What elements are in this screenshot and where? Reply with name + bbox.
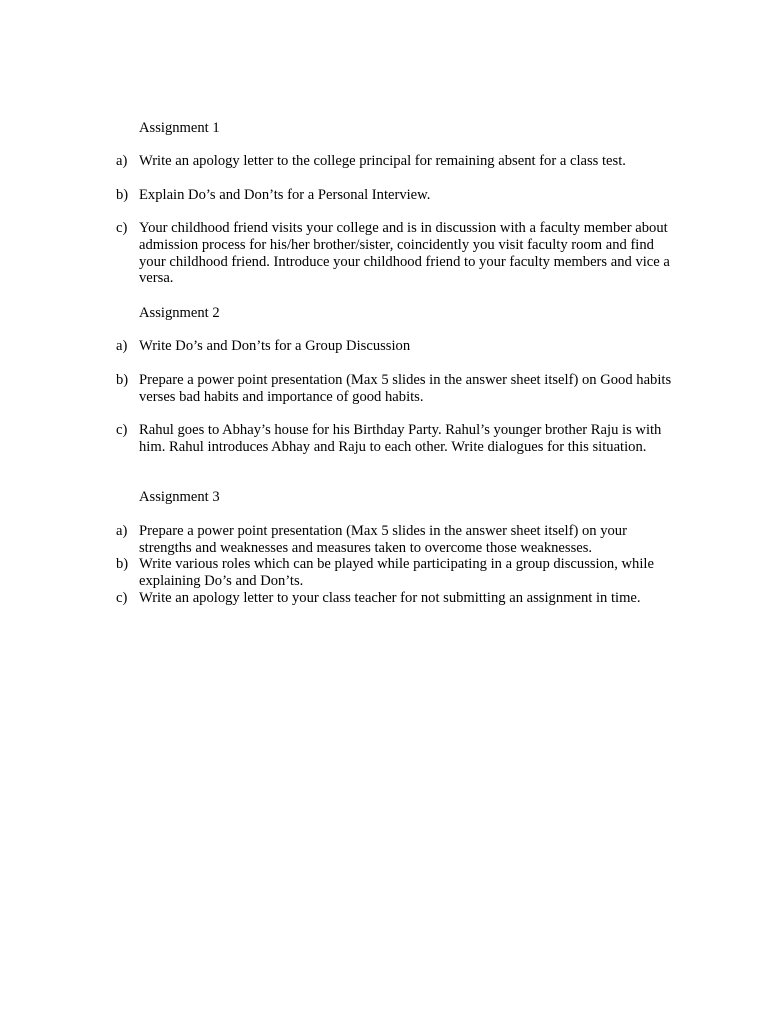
assignment-1-heading: Assignment 1: [139, 120, 220, 136]
assignment-1-item-a: [116, 153, 676, 170]
item-text: Write an apology letter to the college principal for remaining absent for a class test.: [139, 153, 626, 169]
assignment-2-item-b: [116, 372, 676, 406]
item-marker: b): [116, 556, 129, 572]
assignment-3-item-c: [116, 590, 676, 607]
item-text: Explain Do’s and Don’ts for a Personal Interview.: [139, 187, 431, 203]
item-text: Prepare a power point presentation (Max 5 slides in the answer sheet itself) on your strengths and weaknesses and measures taken to overcome those weaknesses.: [139, 523, 627, 556]
item-text: Prepare a power point presentation (Max 5 slides in the answer sheet itself) on Good habits verses bad habits and importance of good habits.: [139, 372, 672, 405]
item-text: Write an apology letter to your class teacher for not submitting an assignment in time.: [139, 590, 641, 606]
assignment-3-item-b: [116, 556, 676, 590]
assignment-2-item-c: [116, 422, 676, 456]
assignment-2-heading: Assignment 2: [139, 305, 220, 321]
item-marker: c): [116, 220, 128, 236]
item-text: Write Do’s and Don’ts for a Group Discussion: [139, 338, 411, 354]
item-marker: b): [116, 372, 129, 388]
item-text: Rahul goes to Abhay’s house for his Birthday Party. Rahul’s younger brother Raju is with him. Rahul introduces Abhay and Raju to each other. Write dialogues for this situation.: [139, 422, 662, 455]
assignment-1-item-c: [116, 220, 676, 287]
item-marker: b): [116, 187, 129, 203]
item-marker: a): [116, 523, 128, 539]
item-marker: a): [116, 338, 128, 354]
item-text: Write various roles which can be played while participating in a group discussion, while explaining Do’s and Don’ts.: [139, 556, 654, 589]
item-text: Your childhood friend visits your college and is in discussion with a faculty member about admission process for his/her brother/sister, coincidently you visit faculty room and find your childhood friend. Introduce your childhood friend to your faculty members and vice a versa.: [139, 220, 670, 287]
assignment-3-item-a: [116, 523, 676, 557]
assignment-1-item-b: [116, 187, 676, 204]
assignment-2-item-a: [116, 338, 676, 355]
item-marker: c): [116, 590, 128, 606]
assignment-3-heading: Assignment 3: [139, 489, 220, 505]
item-marker: a): [116, 153, 128, 169]
item-marker: c): [116, 422, 128, 438]
